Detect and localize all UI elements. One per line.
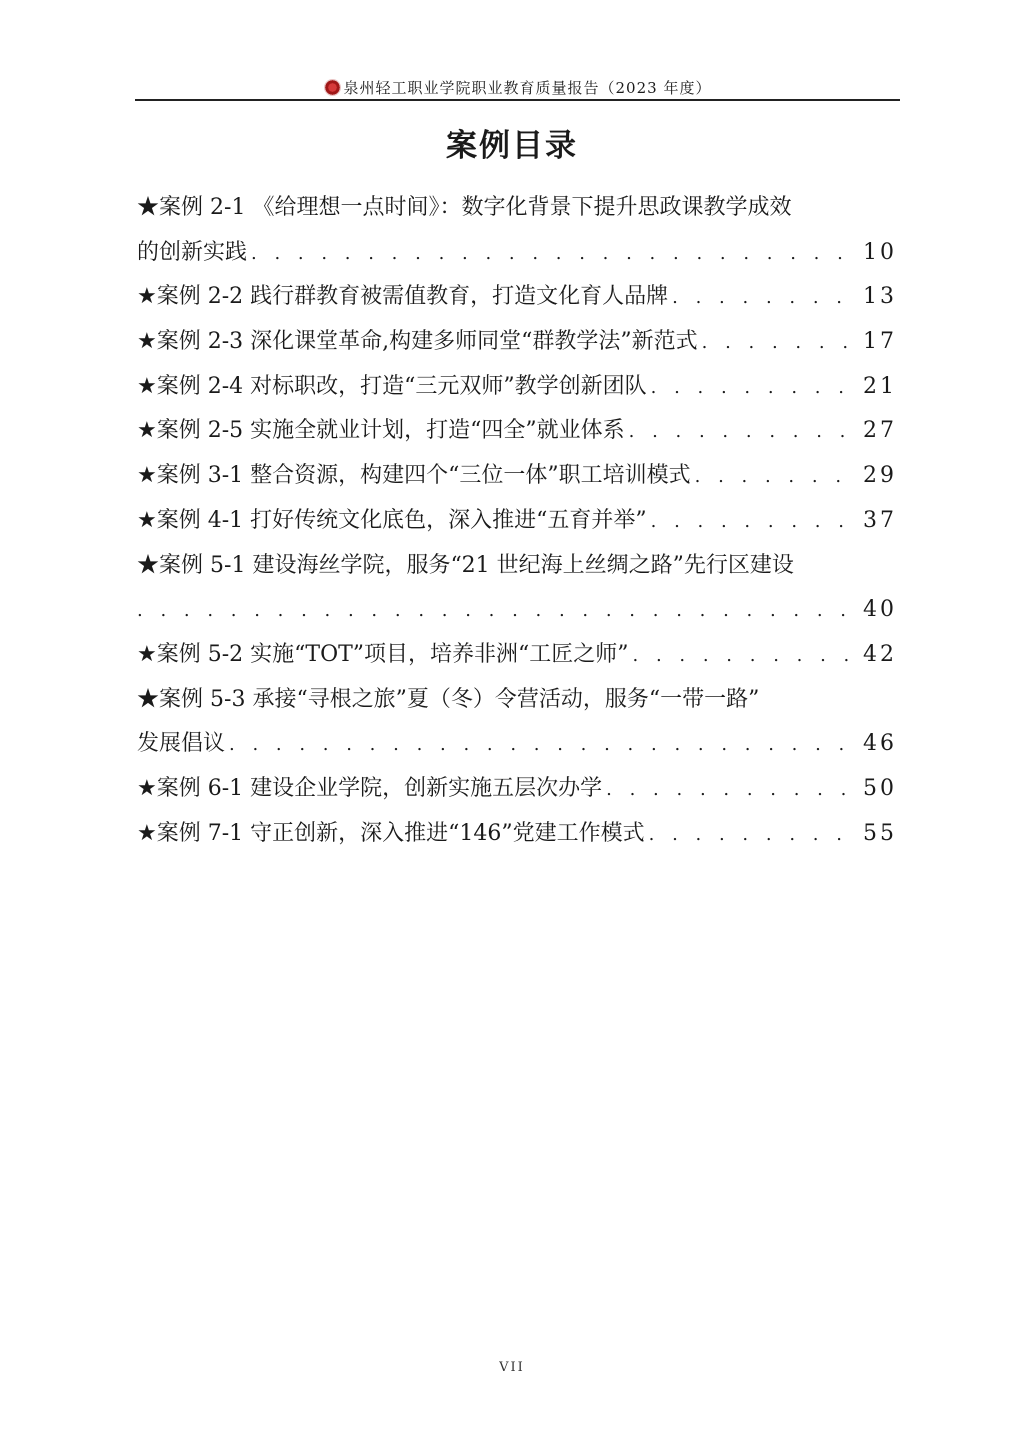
toc-entry-title: 建设海丝学院，服务“21 世纪海上丝绸之路”先行区建设 <box>252 552 794 578</box>
star-icon: ★ <box>137 373 157 399</box>
toc-entry-page: 17 <box>863 329 897 355</box>
toc-entry-title: 深化课堂革命,构建多师同堂“群教学法”新范式 <box>250 329 698 355</box>
toc-entry-number: 案例 5-2 <box>156 641 244 667</box>
toc-entry-title-continued: 发展倡议 <box>137 731 226 757</box>
toc-entry-number: 案例 2-3 <box>156 329 244 355</box>
toc-entry-number: 案例 2-1 <box>159 195 246 220</box>
toc-entry-number: 案例 4-1 <box>156 507 244 533</box>
toc-entry-title-continued: 的创新实践 <box>137 239 248 265</box>
toc-entry-title: 建设企业学院，创新实施五层次办学 <box>250 775 603 801</box>
page-title: 案例目录 <box>446 128 578 164</box>
toc-entry-5-1[interactable] <box>137 544 897 633</box>
star-icon: ★ <box>137 507 157 533</box>
toc-entry-4-1[interactable] <box>137 499 897 544</box>
toc-entry-2-5[interactable] <box>137 409 897 454</box>
toc-entry-page: 37 <box>863 507 897 533</box>
toc-entry-page: 21 <box>863 373 897 399</box>
dot-leader <box>137 589 859 634</box>
toc-entry-page: 10 <box>863 239 897 265</box>
toc-entry-title: 守正创新，深入推进“146”党建工作模式 <box>250 820 645 846</box>
toc-entry-page: 29 <box>863 463 897 489</box>
toc-entry-2-4[interactable] <box>137 365 897 410</box>
toc-entry-5-2[interactable] <box>137 633 897 678</box>
table-of-contents <box>137 186 897 856</box>
toc-entry-page: 42 <box>863 641 897 667</box>
star-icon: ★ <box>137 552 160 578</box>
toc-entry-page: 27 <box>863 418 897 444</box>
dot-leader <box>229 723 859 768</box>
toc-entry-title: 践行群教育被需值教育，打造文化育人品牌 <box>250 284 669 310</box>
toc-entry-2-1[interactable] <box>137 186 897 275</box>
toc-entry-number: 案例 2-4 <box>156 373 244 399</box>
toc-entry-5-3[interactable] <box>137 678 897 767</box>
dot-leader <box>633 634 859 679</box>
toc-entry-6-1[interactable] <box>137 767 897 812</box>
dot-leader <box>651 500 859 545</box>
toc-entry-title: 整合资源，构建四个“三位一体”职工培训模式 <box>250 463 691 489</box>
toc-entry-title: 承接“寻根之旅”夏（冬）令营活动，服务“一带一路” <box>252 686 760 712</box>
toc-entry-page: 50 <box>863 775 897 801</box>
dot-leader <box>695 455 859 500</box>
dot-leader <box>651 366 859 411</box>
dot-leader <box>702 321 859 366</box>
toc-entry-number: 案例 5-1 <box>159 552 246 578</box>
star-icon: ★ <box>137 820 157 846</box>
toc-entry-page: 40 <box>863 597 897 623</box>
header-divider <box>135 99 900 101</box>
toc-entry-2-3[interactable] <box>137 320 897 365</box>
college-logo-icon <box>324 79 341 96</box>
toc-entry-number: 案例 7-1 <box>156 820 244 846</box>
star-icon: ★ <box>137 686 160 712</box>
toc-entry-7-1[interactable] <box>137 812 897 857</box>
star-icon: ★ <box>137 463 157 489</box>
toc-entry-page: 46 <box>863 731 897 757</box>
toc-entry-number: 案例 2-5 <box>156 418 244 444</box>
header-text: 泉州轻工职业学院职业教育质量报告（2023 年度） <box>343 78 712 97</box>
star-icon: ★ <box>137 284 157 310</box>
star-icon: ★ <box>137 418 157 444</box>
dot-leader <box>251 232 859 277</box>
star-icon: ★ <box>137 329 157 355</box>
page-number: VII <box>499 1360 525 1375</box>
star-icon: ★ <box>137 195 160 220</box>
running-header <box>135 74 900 100</box>
toc-entry-title: 《给理想一点时间》：数字化背景下提升思政课教学成效 <box>252 195 792 220</box>
toc-entry-number: 案例 5-3 <box>159 686 246 712</box>
toc-entry-number: 案例 3-1 <box>156 463 244 489</box>
toc-entry-number: 案例 2-2 <box>156 284 244 310</box>
toc-entry-number: 案例 6-1 <box>156 775 244 801</box>
dot-leader <box>606 768 859 813</box>
toc-entry-3-1[interactable] <box>137 454 897 499</box>
toc-entry-title: 实施全就业计划，打造“四全”就业体系 <box>250 418 625 444</box>
star-icon: ★ <box>137 641 157 667</box>
toc-entry-title: 实施“TOT”项目，培养非洲“工匠之师” <box>250 641 629 667</box>
star-icon: ★ <box>137 775 157 801</box>
toc-entry-2-2[interactable] <box>137 275 897 320</box>
dot-leader <box>629 410 859 455</box>
toc-entry-title: 打好传统文化底色，深入推进“五育并举” <box>250 507 647 533</box>
toc-entry-page: 55 <box>863 820 897 846</box>
dot-leader <box>649 813 859 858</box>
dot-leader <box>672 276 859 321</box>
toc-entry-page: 13 <box>863 284 897 310</box>
toc-entry-title: 对标职改，打造“三元双师”教学创新团队 <box>250 373 647 399</box>
